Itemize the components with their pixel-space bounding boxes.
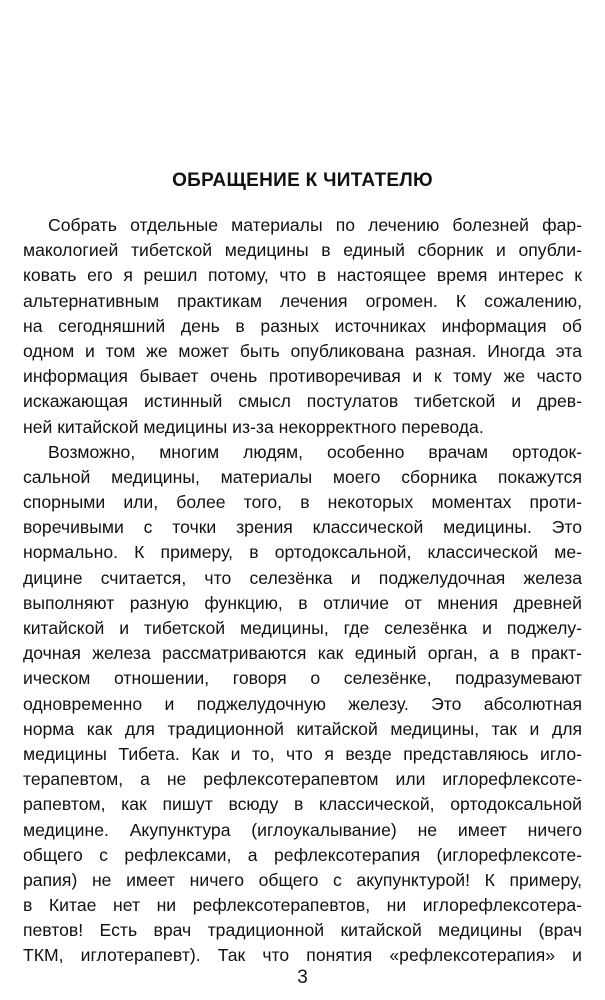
text-line: воречивыми с точки зрения классической медицины. Это (23, 517, 582, 538)
text-line: сальной медицины, материалы моего сборника покажутся (23, 466, 582, 487)
text-line: рапевтом, как пишут всюду в классической, ортодоксальной (23, 794, 582, 815)
page-heading: ОБРАЩЕНИЕ К ЧИТАТЕЛЮ (172, 170, 433, 191)
body-text (23, 213, 582, 969)
text-line: медицины Тибета. Как и то, что я везде представляюсь игло- (23, 743, 582, 764)
text-line: ней китайской медицины из-за некорректного перевода. (23, 416, 484, 437)
text-line: макологией тибетской медицины в единый сборник и опубли- (23, 240, 582, 261)
text-line: рапия) не имеет ничего общего с акупунктурой! К примеру, (23, 869, 582, 890)
text-line: Возможно, многим людям, особенно врачам ортодок- (48, 441, 582, 462)
text-line: общего с рефлексами, а рефлексотерапия (иглорефлексоте- (23, 844, 582, 865)
page-number: 3 (297, 967, 308, 988)
text-line: ТКМ, иглотерапевт). Так что понятия «рефлексотерапия» и (23, 945, 582, 966)
text-line: одновременно и поджелудочную железу. Это абсолютная (23, 693, 582, 714)
text-line: ическом отношении, говоря о селезёнке, подразумевают (23, 668, 582, 689)
text-line: на сегодняшний день в разных источниках информация об (23, 315, 582, 336)
text-line: терапевтом, а не рефлексотерапевтом или иглорефлексоте- (23, 769, 582, 790)
text-line: норма как для традиционной китайской медицины, так и для (23, 718, 582, 739)
text-line: медицине. Акупунктура (иглоукалывание) не имеет ничего (23, 819, 582, 840)
text-line: в Китае нет ни рефлексотерапевтов, ни иглорефлексотера- (23, 895, 582, 916)
text-line: китайской и тибетской медицины, где селезёнка и поджелу- (23, 618, 582, 638)
text-line: выполняют разную функцию, в отличие от мнения древней (23, 592, 582, 613)
text-line: Собрать отдельные материалы по лечению болезней фар- (48, 215, 582, 235)
text-line: нормально. К примеру, в ортодоксальной, классической ме- (23, 542, 582, 563)
text-line: искажающая истинный смысл постулатов тибетской и древ- (23, 391, 582, 412)
text-line: дочная железа рассматриваются как единый орган, а в практ- (23, 643, 582, 664)
text-line: дицине считается, что селезёнка и поджелудочная железа (23, 567, 582, 588)
text-line: альтернативным практикам лечения огромен. К сожалению, (23, 290, 582, 311)
text-line: спорными или, более того, в некоторых моментах проти- (23, 492, 582, 513)
text-line: ковать его я решил потому, что в настоящее время интерес к (23, 265, 582, 286)
text-line: информация бывает очень противоречивая и к тому же часто (23, 366, 582, 387)
text-line: певтов! Есть врач традиционной китайской медицины (врач (23, 920, 582, 941)
text-line: одном и том же может быть опубликована разная. Иногда эта (23, 340, 582, 361)
